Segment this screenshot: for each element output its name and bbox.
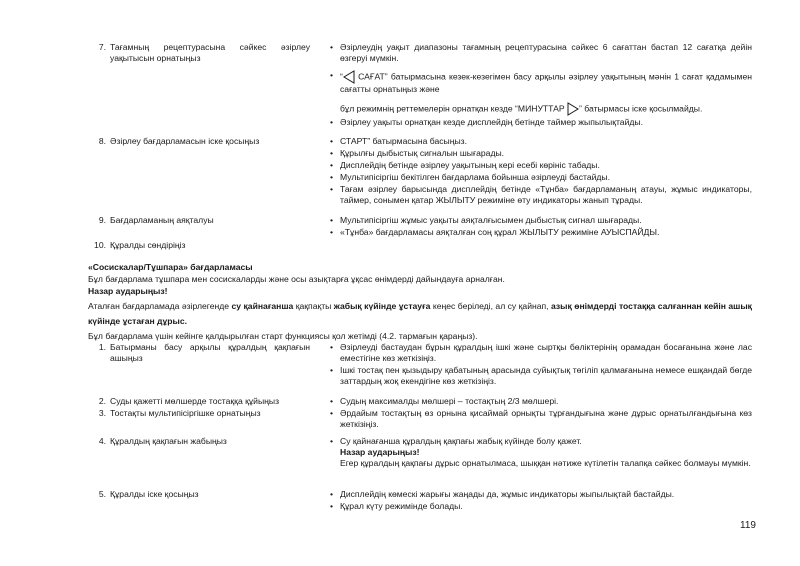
- section-title: «Сосискалар/Тұшпара» бағдарламасы: [88, 262, 253, 272]
- step-details: [330, 215, 752, 238]
- step-number: 5.: [98, 489, 106, 499]
- bullet-item: • Дисплейдің бетінде әзірлеу уақытының кері есебі көрініс табады.: [330, 160, 752, 171]
- bullet-item: • Мультипісіргіш жұмыс уақыты аяқталғысымен дыбыстық сигнал шығарады.: [330, 215, 752, 226]
- bullet-item: • Әзірлеудің уақыт диапазоны тағамның рецептурасына сәйкес 6 сағаттан бастап 12 сағатқа дейін өзгеруі мүмкін.: [330, 42, 752, 64]
- step-number: 4.: [98, 436, 106, 446]
- bullet-item: • Құрал күту режимінде болады.: [330, 501, 752, 512]
- step-number: 3.: [98, 408, 106, 418]
- attention-text: Аталған бағдарламада әзірлегенде су қайнағанша қақпақты жабық күйінде ұстауға кеңес беріледі, ал су қайнап, азық өнімдерді тостаққа салғаннан кейін ашық күйінде ұстаған дұрыс.: [88, 301, 752, 326]
- bullet-item: • Әзірлеуді бастаудан бұрын құралдың ішкі және сыртқы бөліктерінің орамадан босағанына және лас еместігіне көз жеткізіңіз.: [330, 342, 752, 364]
- step-action: Құралды сөндіріңіз: [110, 240, 186, 250]
- bullet-item: • Әзірлеу уақыты орнатқан кезде дисплейдің бетінде таймер жыпылықтайды.: [330, 117, 752, 128]
- bullet-item: • Құрылғы дыбыстық сигналын шығарады.: [330, 148, 752, 159]
- step-number: 8.: [98, 136, 106, 146]
- attention-text: Егер құралдың қақпағы дұрыс орнатылмаса, шыққан нәтиже күтілетін талапқа сәйкес болмауы мүмкін.: [340, 458, 751, 468]
- step-action: Суды қажетті мөлшерде тостаққа құйыңыз: [110, 396, 280, 406]
- bullet-item: • Әрдайым тостақтың өз орнына қисаймай орнықты тұрғандығына және дұрыс орнатылғандығына көз жеткізіңіз.: [330, 408, 752, 430]
- step-action: Тостақты мультипісіргішке орнатыңыз: [110, 408, 261, 418]
- section-intro: Бұл бағдарлама тұшпара мен сосискаларды және осы азықтарға ұқсас өнімдерді дайындауға арналған.: [88, 274, 505, 284]
- page-number: 119: [740, 520, 756, 531]
- bullet-item: • «Тұнба» бағдарламасы аяқталған соң құрал ЖЫЛЫТУ режиміне АУЫСПАЙДЫ.: [330, 227, 752, 238]
- bullet-item: • “ САҒАТ” батырмасына кезек-кезегімен басу арқылы әзірлеу уақытының мәнін 1 сағат қадамымен сағатты орнатыңыз және: [330, 70, 752, 95]
- bullet-item: • Дисплейдің көмескі жарығы жаңады да, жұмыс индикаторы жыпылықтай бастайды.: [330, 489, 752, 500]
- step-action: Тағамның рецептурасына сәйкес әзірлеу уақытысын орнатыңыз: [110, 42, 310, 63]
- bullet-continuation: бұл режимнің реттемелерін орнатқан кезде “МИНУТТАР ” батырмасы іске қосылмайды.: [330, 102, 752, 116]
- step-number: 2.: [98, 396, 106, 406]
- bullet-item: • Су қайнағанша құралдың қақпағы жабық күйінде болу қажет.: [330, 436, 752, 447]
- step-number: 10.: [94, 240, 106, 250]
- bullet-item: • Судың максималды мөлшері – тостақтың 2/3 мөлшері.: [330, 396, 752, 407]
- arrow-left-icon: [343, 70, 355, 84]
- step-action: Құралдың қақпағын жабыңыз: [110, 436, 227, 446]
- step-number: 7.: [98, 42, 106, 52]
- step-number: 1.: [98, 342, 106, 352]
- step-action: Әзірлеу бағдарламасын іске қосыңыз: [110, 136, 260, 146]
- step-details: [330, 436, 752, 469]
- bullet-item: • Ішкі тостақ пен қызыдыру қабатының арасында суйықтық төгіліп қалмағанына немесе ешқандай бөгде заттардың жоқ екендігіне көз жеткізіңіз.: [330, 365, 752, 387]
- program-section: [88, 262, 752, 342]
- bullet-item: • СТАРТ” батырмасына басыңыз.: [330, 136, 752, 147]
- step-action: Бағдарламаның аяқталуы: [110, 215, 214, 225]
- step-details: [330, 42, 752, 128]
- step-action: Құралды іске қосыңыз: [110, 489, 199, 499]
- bullet-item: • Тағам әзірлеу барысында дисплейдің бетінде «Тұнба» бағдарламаның атауы, жұмыс индикаторы, таймер, сонымен қатар ЖЫЛЫТУ режиміне өту индикаторы жанып тұрады.: [330, 184, 752, 206]
- step-number: 9.: [98, 215, 106, 225]
- step-details: [330, 396, 752, 407]
- delayed-start-note: Бұл бағдарлама үшін кейінге қалдырылған старт функциясы қол жетімді (4.2. тармағын қараңыз).: [88, 331, 478, 341]
- step-details: [330, 489, 752, 512]
- attention-label: Назар аударыңыз!: [88, 286, 168, 296]
- step-details: [330, 408, 752, 430]
- step-action: Батырманы басу арқылы құралдың қақпағын ашыңыз: [110, 342, 310, 363]
- arrow-right-icon: [567, 102, 579, 116]
- step-details: [330, 136, 752, 206]
- attention-label: Назар аударыңыз!: [340, 447, 420, 457]
- step-details: [330, 342, 752, 387]
- bullet-item: • Мультипісіргіш бекітілген бағдарлама бойынша әзірлеуді бастайды.: [330, 172, 752, 183]
